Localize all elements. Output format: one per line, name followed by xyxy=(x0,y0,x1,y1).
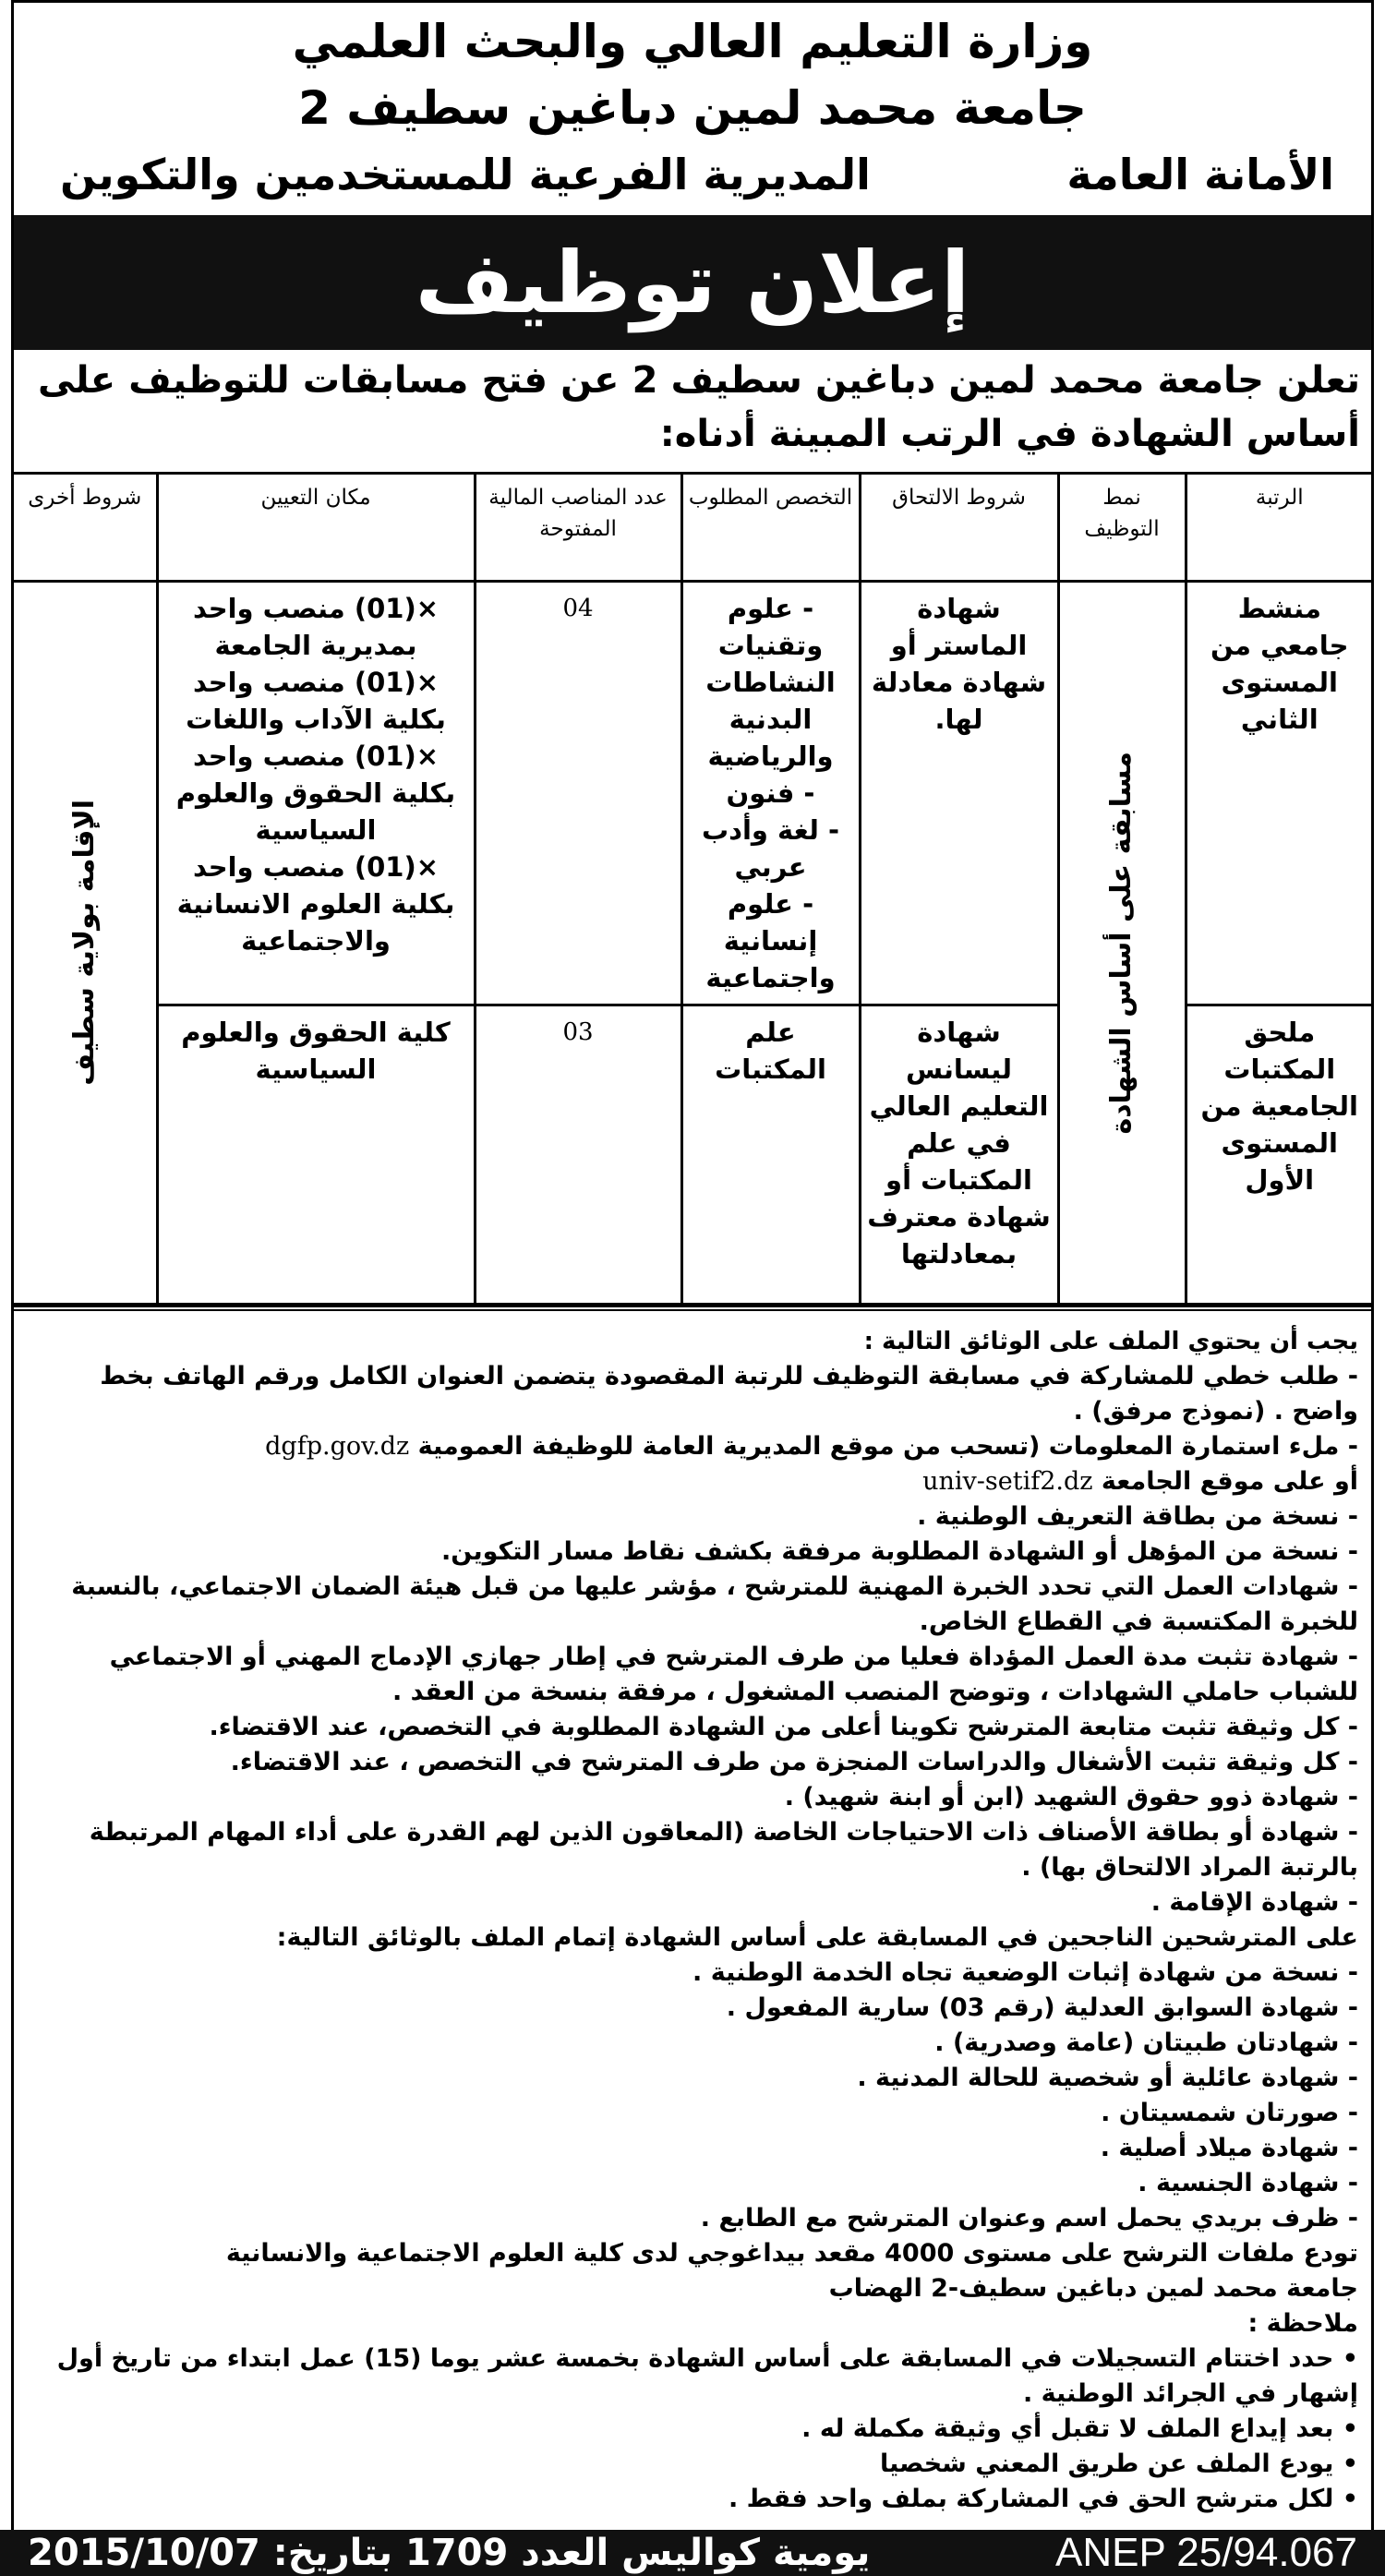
placement: كلية الحقوق والعلوم السياسية xyxy=(157,1005,475,1305)
col-specialty: التخصص المطلوب xyxy=(681,474,860,582)
footer xyxy=(0,2530,1385,2576)
specialty: علم المكتبات xyxy=(681,1005,860,1305)
note-item: • بعد إيداع الملف لا تقبل أي وثيقة مكملة له . xyxy=(801,2414,1358,2443)
positions-table xyxy=(14,472,1372,1306)
list-item: - شهادة الإقامة . xyxy=(1150,1888,1358,1917)
banner-title: إعلان توظيف xyxy=(415,233,970,332)
documents-lead: يجب أن يحتوي الملف على الوثائق التالية : xyxy=(863,1328,1358,1355)
positions-count: 04 xyxy=(475,582,681,1005)
letterhead-line-3 xyxy=(14,141,1371,208)
subdirectorate: المديرية الفرعية للمستخدمين والتكوين xyxy=(60,150,871,199)
list-item: - شهادة تثبت مدة العمل المؤداة فعليا من طرف المترشح في إطار جهازي الإدماج المهني أو الاجتماعي للشباب حاملي الشهادات ، وتوضح المنصب المشغول ، مرفقة بنسخة من العقد . xyxy=(109,1643,1358,1706)
list-item: - شهادتان طبيتان (عامة وصدرية) . xyxy=(934,2028,1358,2057)
secretariat: الأمانة العامة xyxy=(1066,150,1334,199)
list-item: - شهادة عائلية أو شخصية للحالة المدنية . xyxy=(857,2064,1358,2092)
grade: ملحق المكتبات الجامعية من المستوى الأول xyxy=(1186,1005,1372,1305)
specialty: - علوم وتقنيات النشاطات البدنية والرياضية - فنون - لغة وأدب عربي - علوم إنسانية واجتماعية xyxy=(681,582,860,1005)
link-dgfp[interactable]: dgfp.gov.dz xyxy=(265,1432,410,1461)
conditions: شهادة ليسانس التعليم العالي في علم المكتبات أو شهادة معترف بمعادلتها xyxy=(860,1005,1058,1305)
note-item: • حدد اختتام التسجيلات في المسابقة على أساس الشهادة بخمسة عشر يوما (15) عمل ابتداء من تاريخ أول إشهار في الجرائد الوطنية . xyxy=(56,2344,1358,2408)
page-frame xyxy=(11,0,1374,2576)
note-item: • يودع الملف عن طريق المعني شخصيا xyxy=(880,2450,1358,2478)
list-item: - نسخة من شهادة إثبات الوضعية تجاه الخدمة الوطنية . xyxy=(692,1958,1358,1987)
conditions: شهادة الماستر أو شهادة معادلة لها. xyxy=(860,582,1058,1005)
anep-reference: ANEP 25/94.067 xyxy=(1055,2530,1357,2575)
note-item: • لكل مترشح الحق في المشاركة بملف واحد فقط . xyxy=(728,2485,1358,2513)
list-item: - شهادة أو بطاقة الأصناف ذات الاحتياجات الخاصة (المعاقون الذين لهم القدرة على أداء المهام المرتبطة بالرتبة المراد الالتحاق بها) . xyxy=(89,1818,1358,1882)
table-row xyxy=(14,582,1372,1005)
note-label: ملاحظة : xyxy=(1247,2309,1358,2338)
positions-count: 03 xyxy=(475,1005,681,1305)
list-item: - ظرف بريدي يحمل اسم وعنوان المترشح مع الطابع . xyxy=(700,2204,1358,2233)
letterhead xyxy=(14,3,1371,215)
list-item: - شهادة ميلاد أصلية . xyxy=(1100,2134,1358,2162)
winners-lead: على المترشحين الناجحين في المسابقة على أساس الشهادة إتمام الملف بالوثائق التالية: xyxy=(276,1923,1358,1952)
table-header xyxy=(14,474,1372,582)
list-item: - شهادات العمل التي تحدد الخبرة المهنية للمترشح ، مؤشر عليها من قبل هيئة الضمان الاجتماعي، بالنسبة للخبرة المكتسبة في القطاع الخاص. xyxy=(71,1572,1358,1636)
list-item: - نسخة من المؤهل أو الشهادة المطلوبة مرفقة بكشف نقاط مسار التكوين. xyxy=(440,1537,1358,1566)
deposit-location: تودع ملفات الترشح على مستوى 4000 مقعد بيداغوجي لدى كلية العلوم الاجتماعية والانسانية xyxy=(225,2239,1358,2268)
publication-source: يومية كواليس العدد 1709 بتاريخ: 2015/10/07 xyxy=(28,2532,871,2574)
ministry-name: وزارة التعليم العالي والبحث العلمي xyxy=(292,15,1093,68)
list-item: - كل وثيقة تثبت الأشغال والدراسات المنجزة من طرف المترشح في التخصص ، عند الاقتضاء. xyxy=(230,1748,1358,1776)
required-documents xyxy=(14,1306,1371,2530)
intro-text: تعلن جامعة محمد لمين دباغين سطيف 2 عن فتح مسابقات للتوظيف على أساس الشهادة في الرتب المبينة أدناه: xyxy=(38,359,1360,455)
placement: ×(01) منصب واحد بمديرية الجامعة ×(01) منصب واحد بكلية الآداب واللغات ×(01) منصب واحد بكلية الحقوق والعلوم السياسية ×(01) منصب واحد بكلية العلوم الانسانية والاجتماعية xyxy=(157,582,475,1005)
list-item: - طلب خطي للمشاركة في مسابقة التوظيف للرتبة المقصودة يتضمن العنوان الكامل ورقم الهاتف بخط واضح . (نموذج مرفق) . xyxy=(100,1362,1358,1426)
university-name: جامعة محمد لمين دباغين سطيف 2 xyxy=(298,81,1087,135)
address: جامعة محمد لمين دباغين سطيف-2 الهضاب xyxy=(828,2274,1358,2303)
col-conditions: شروط الالتحاق xyxy=(860,474,1058,582)
col-positions: عدد المناصب المالية المفتوحة xyxy=(475,474,681,582)
list-item: - ملء استمارة المعلومات (تسحب من موقع المديرية العامة للوظيفة العمومية dgfp.gov.dz xyxy=(265,1432,1358,1461)
col-grade: الرتبة xyxy=(1186,474,1372,582)
list-item: - كل وثيقة تثبت متابعة المترشح تكوينا أعلى من الشهادة المطلوبة في التخصص، عند الاقتضاء. xyxy=(209,1713,1358,1741)
list-item: - شهادة الجنسية . xyxy=(1138,2169,1358,2197)
other-conditions: الإقامة بولاية سطيف xyxy=(14,582,157,1305)
col-mode: نمط التوظيف xyxy=(1058,474,1186,582)
announcement-banner xyxy=(14,215,1371,350)
col-other: شروط أخرى xyxy=(14,474,157,582)
list-item: - شهادة السوابق العدلية (رقم 03) سارية المفعول . xyxy=(726,1993,1358,2022)
recruitment-mode: مسابقة على أساس الشهادة xyxy=(1058,582,1186,1305)
grade: منشط جامعي من المستوى الثاني xyxy=(1186,582,1372,1005)
link-univ[interactable]: univ-setif2.dz xyxy=(922,1467,1093,1496)
list-item: - شهادة ذوو حقوق الشهيد (ابن أو ابنة شهيد) . xyxy=(784,1783,1358,1812)
list-item: أو على موقع الجامعة univ-setif2.dz xyxy=(922,1467,1358,1496)
list-item: - صورتان شمسيتان . xyxy=(1101,2099,1358,2127)
list-item: - نسخة من بطاقة التعريف الوطنية . xyxy=(917,1502,1358,1531)
col-placement: مكان التعيين xyxy=(157,474,475,582)
